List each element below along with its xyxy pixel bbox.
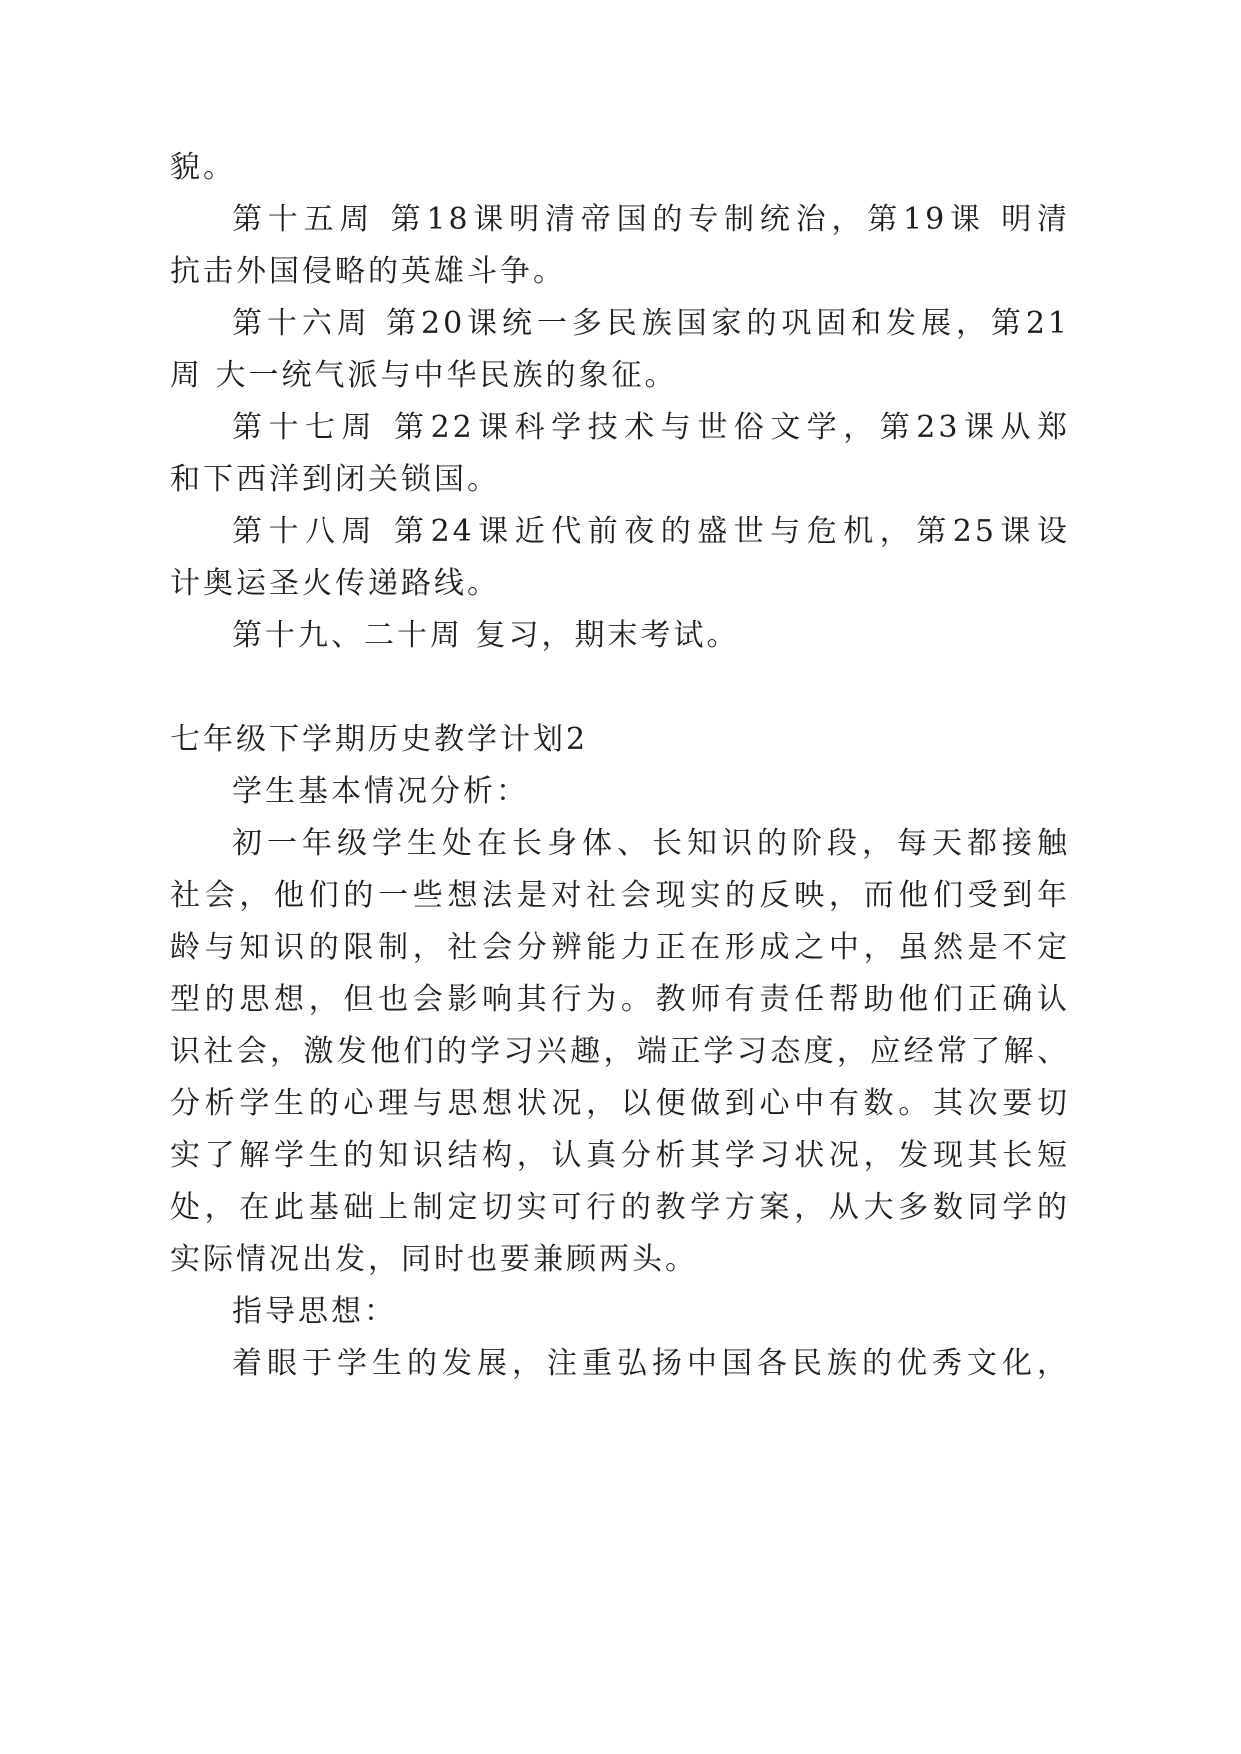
week-18-paragraph — [170, 506, 1070, 610]
week-17-paragraph — [170, 402, 1070, 506]
text-line: 貌。 — [170, 150, 236, 185]
text-line: 学生基本情况分析： — [232, 774, 529, 809]
text-line: 实际情况出发，同时也要兼顾两头。 — [170, 1242, 698, 1277]
schedule-section — [170, 142, 1070, 662]
continuation-paragraph — [170, 142, 1070, 194]
text-line: 初一年级学生处在长身体、长知识的阶段，每天都接触 — [232, 826, 1070, 861]
text-line: 龄与知识的限制，社会分辨能力正在形成之中，虽然是不定 — [170, 930, 1070, 965]
text-line: 第十七周 第22课科学技术与世俗文学，第23课从郑 — [232, 410, 1070, 445]
text-line: 第十六周 第20课统一多民族国家的巩固和发展，第21 — [232, 306, 1070, 341]
text-line: 识社会，激发他们的学习兴趣，端正学习态度，应经常了解、 — [170, 1034, 1070, 1069]
text-line: 第十五周 第18课明清帝国的专制统治，第19课 明清 — [232, 202, 1070, 237]
text-line: 周 大一统气派与中华民族的象征。 — [170, 358, 678, 393]
week-19-20-paragraph — [170, 610, 1070, 662]
text-line: 处，在此基础上制定切实可行的教学方案，从大多数同学的 — [170, 1190, 1070, 1225]
text-line: 计奥运圣火传递路线。 — [170, 566, 500, 601]
text-line: 指导思想： — [232, 1294, 397, 1329]
text-line: 第十九、二十周 复习，期末考试。 — [232, 618, 740, 653]
text-line: 社会，他们的一些想法是对社会现实的反映，而他们受到年 — [170, 878, 1070, 913]
document-body — [170, 142, 1070, 1390]
student-analysis-paragraph — [170, 818, 1070, 1286]
teaching-plan-section — [170, 714, 1070, 1390]
section-title: 七年级下学期历史教学计划2 — [170, 722, 589, 757]
text-line: 分析学生的心理与思想状况，以便做到心中有数。其次要切 — [170, 1086, 1070, 1121]
text-line: 型的思想，但也会影响其行为。教师有责任帮助他们正确认 — [170, 982, 1070, 1017]
text-line: 着眼于学生的发展，注重弘扬中国各民族的优秀文化， — [232, 1346, 1070, 1381]
guiding-ideology-heading — [170, 1286, 1070, 1338]
guiding-ideology-paragraph — [170, 1338, 1070, 1390]
text-line: 和下西洋到闭关锁国。 — [170, 462, 500, 497]
text-line: 第十八周 第24课近代前夜的盛世与危机，第25课设 — [232, 514, 1070, 549]
week-16-paragraph — [170, 298, 1070, 402]
text-line: 实了解学生的知识结构，认真分析其学习状况，发现其长短 — [170, 1138, 1070, 1173]
text-line: 抗击外国侵略的英雄斗争。 — [170, 254, 566, 289]
student-analysis-heading — [170, 766, 1070, 818]
week-15-paragraph — [170, 194, 1070, 298]
